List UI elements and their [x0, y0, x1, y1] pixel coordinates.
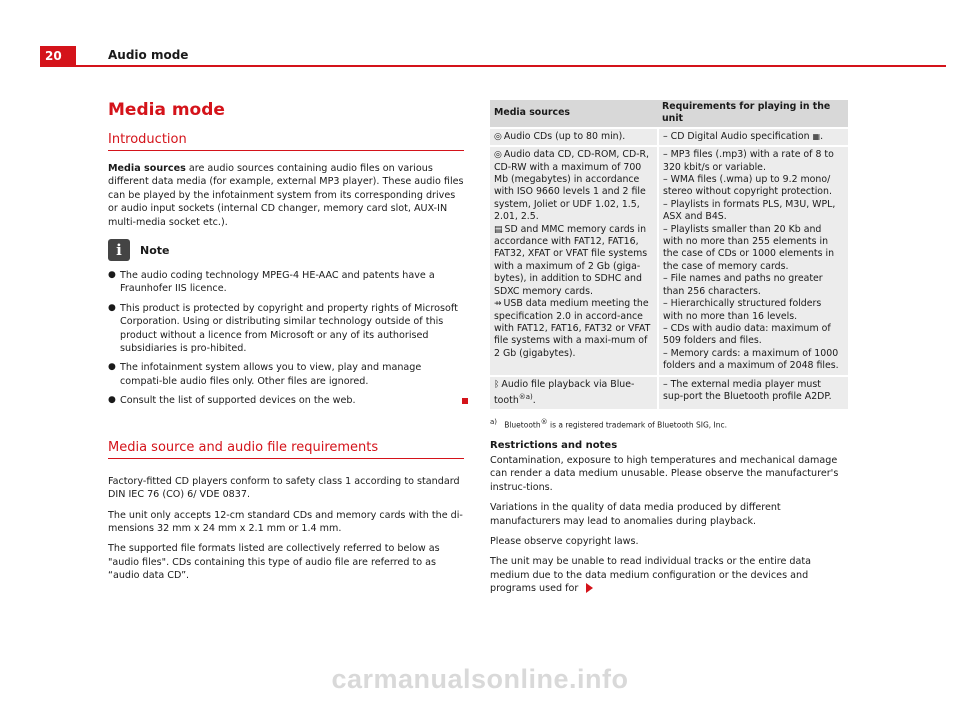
body-paragraph: Factory-fitted CD players conform to safety class 1 according to standard DIN IEC 76 (CO) 6/ VDE 0837.	[108, 475, 460, 501]
table-header-row	[490, 100, 848, 127]
note-item: ● The infotainment system allows you to view, play and manage compati-ble audio files only. Other files are ignored.	[108, 362, 422, 387]
chapter-title: Audio mode	[108, 48, 189, 62]
section-heading-introduction: Introduction	[108, 132, 464, 151]
cd-logo-icon: ▦	[812, 131, 821, 141]
table-footnote: a) Bluetooth® is a registered trademark of Bluetooth SIG, Inc.	[490, 418, 728, 430]
body-paragraph: The unit may be unable to read individual tracks or the entire data medium due to the data medium configuration or the devices and programs used for	[490, 556, 812, 595]
usb-icon: ⇸	[494, 299, 502, 310]
table-row	[490, 377, 848, 410]
body-paragraph: The unit only accepts 12-cm standard CDs and memory cards with the di-mensions 32 mm x 24 mm x 2.1 mm or 1.4 mm.	[108, 509, 463, 534]
header-rule	[40, 65, 946, 67]
column-header: Requirements for playing in the unit	[658, 100, 848, 127]
table-row	[490, 147, 848, 374]
section-heading-media-requirements: Media source and audio file requirements	[108, 440, 464, 459]
page-number: 20	[40, 46, 76, 66]
bullet-icon: ●	[108, 270, 116, 281]
intro-text: are audio sources containing audio files on various different data media (for example, external MP3 player). These audio files can be played by the infotainment system from its corresponding drives or audio input sockets (internal CD changer, memory card slot, AUX-IN multi-media socket etc.).	[108, 163, 464, 228]
note-item: ● Consult the list of supported devices on the web.	[108, 394, 464, 407]
page-title: Media mode	[108, 100, 225, 120]
intro-paragraph	[108, 162, 464, 229]
body-paragraph: Please observe copyright laws.	[490, 536, 639, 547]
bullet-icon: ●	[108, 395, 116, 406]
body-paragraph: Contamination, exposure to high temperatures and mechanical damage can render a data medium unusable. Please observe the manufacturer's instruc-tions.	[490, 454, 839, 493]
right-column	[490, 100, 848, 603]
table-cell: ᛒ Audio file playback via Blue-tooth$^{®a)}$.	[490, 377, 658, 410]
note-item: ● The audio coding technology MPEG-4 HE-AAC and patents have a Fraunhofer IIS licence.	[108, 270, 435, 295]
end-of-section-icon	[462, 398, 468, 404]
media-requirements-table	[490, 100, 848, 409]
continue-arrow-icon	[586, 583, 593, 593]
table-cell: – The external media player must sup-port the Bluetooth profile A2DP.	[658, 377, 848, 410]
bullet-icon: ●	[108, 362, 116, 373]
watermark: carmanualsonline.info	[331, 664, 629, 694]
cd-icon: ◎	[494, 150, 502, 161]
page-header	[40, 46, 946, 66]
body-paragraph: The supported file formats listed are collectively referred to below as "audio files". CDs containing this type of audio file are referred to as “audio data CD”.	[108, 543, 440, 582]
note-item: ● This product is protected by copyright and property rights of Microsoft Corporation. Using or distributing similar technology outside of this product without a licence from Microsoft or any of its authorised subsidiaries is pro-hibited.	[108, 302, 458, 355]
table-cell: – CD Digital Audio specification ▦.	[658, 129, 848, 145]
left-column	[108, 100, 464, 590]
table-row	[490, 129, 848, 145]
intro-bold-term: Media sources	[108, 163, 186, 174]
cd-icon: ◎	[494, 131, 502, 142]
note-header	[108, 239, 464, 261]
table-cell: ◎ Audio data CD, CD-ROM, CD-R, CD-RW with a maximum of 700 Mb (megabytes) in accordance with ISO 9660 levels 1 and 2 file system, Joliet or UDF 1.02, 1.5, 2.01, 2.5. ▤ SD and MMC memory cards in accordance with FAT12, FAT16, FAT32, XFAT or VFAT file systems with a maximum of 2 Gb (giga-bytes), in addition to SDHC and SDXC memory cards. ⇸ USB data medium meeting the specification 2.0 in accord-ance with FAT12, FAT16, FAT32 or VFAT file systems with a maxi-mum of 2 Gb (gigabytes).	[490, 147, 658, 374]
bullet-icon: ●	[108, 302, 116, 313]
subheading: Restrictions and notes	[490, 439, 618, 451]
table-cell: – MP3 files (.mp3) with a rate of 8 to 320 kbit/s or variable. – WMA files (.wma) up to 9.2 mono/ stereo without copyright protection. – Playlists in formats PLS, M3U, WPL, ASX and B4S. – Playlists smaller than 20 Kb and with no more than 255 elements in the case of CDs or 1000 elements in the case of memory cards. – File names and paths no greater than 256 characters. – Hierarchically structured folders with no more than 16 levels. – CDs with audio data: maximum of 509 folders and files. – Memory cards: a maximum of 1000 folders and a maximum of 2048 files.	[658, 147, 848, 374]
body-paragraph: Variations in the quality of data media produced by different manufacturers may lead to anomalies during playback.	[490, 502, 781, 527]
table-cell: ◎ Audio CDs (up to 80 min).	[490, 129, 658, 145]
info-icon: i	[108, 239, 130, 261]
bluetooth-icon: ᛒ	[494, 379, 500, 390]
sd-card-icon: ▤	[494, 224, 503, 235]
note-label: Note	[140, 243, 170, 257]
column-header: Media sources	[490, 100, 658, 127]
